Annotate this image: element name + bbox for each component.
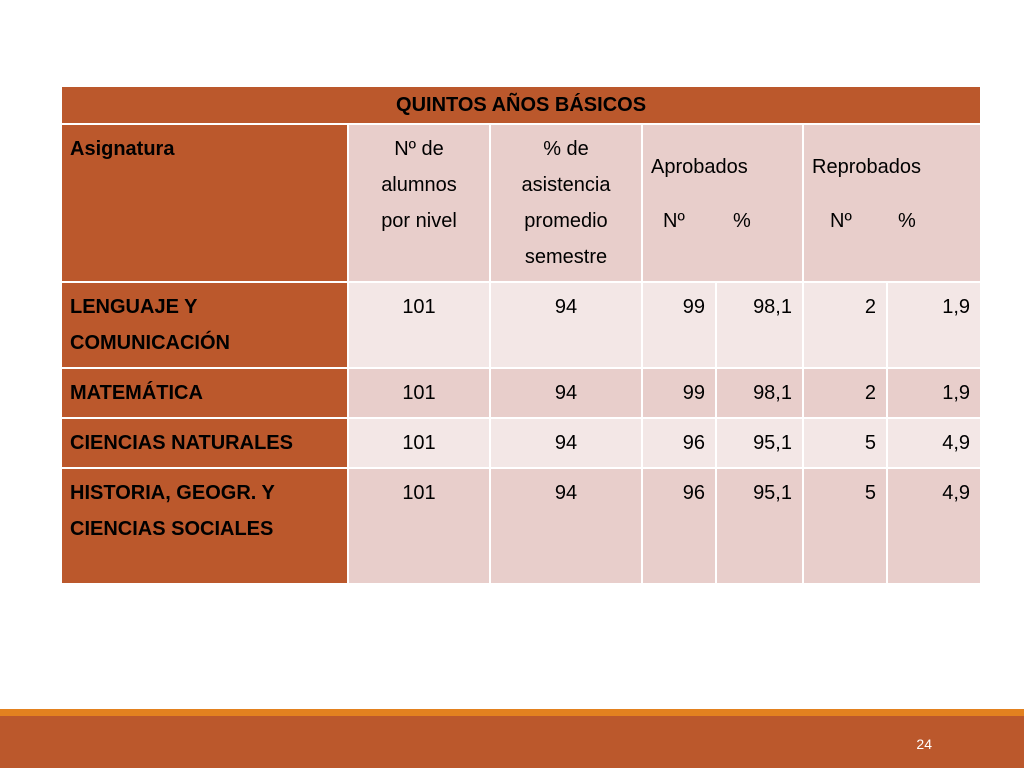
cell-approved-n: 99 [642,282,716,368]
row-subject [61,468,348,584]
footer-bar [0,716,1024,768]
cell-failed-n: 5 [803,468,887,584]
header-attendance-line: asistencia [521,174,611,196]
cell-students: 101 [348,418,490,468]
row-subject: CIENCIAS NATURALES [61,418,348,468]
header-subject: Asignatura [61,124,348,282]
cell-failed-pct: 4,9 [887,418,981,468]
header-failed [803,124,981,282]
cell-approved-pct: 98,1 [716,368,803,418]
cell-failed-n: 2 [803,368,887,418]
header-students-line: alumnos [381,174,457,196]
header-attendance [490,124,642,282]
row-subject-line: HISTORIA, GEOGR. Y [70,482,275,504]
cell-attendance: 94 [490,418,642,468]
cell-attendance: 94 [490,368,642,418]
row-subject: MATEMÁTICA [61,368,348,418]
header-attendance-line: promedio [524,210,608,232]
cell-students: 101 [348,368,490,418]
cell-failed-n: 5 [803,418,887,468]
header-approved [642,124,803,282]
row-subject-line: COMUNICACIÓN [70,332,230,354]
table-row [61,368,981,418]
header-students-line: Nº de [394,138,444,160]
cell-approved-pct: 95,1 [716,468,803,584]
cell-approved-n: 99 [642,368,716,418]
cell-approved-pct: 95,1 [716,418,803,468]
cell-students: 101 [348,468,490,584]
header-failed-label: Reprobados [812,156,921,178]
header-approved-label: Aprobados [651,156,748,178]
header-approved-pct: % [733,210,751,232]
cell-failed-n: 2 [803,282,887,368]
header-approved-n: Nº [663,210,685,232]
header-attendance-line: % de [543,138,589,160]
header-failed-pct: % [898,210,916,232]
cell-approved-n: 96 [642,468,716,584]
row-subject [61,282,348,368]
cell-students: 101 [348,282,490,368]
header-failed-n: Nº [830,210,852,232]
cell-attendance: 94 [490,468,642,584]
page-number: 24 [916,736,932,752]
cell-approved-pct: 98,1 [716,282,803,368]
row-subject-line: LENGUAJE Y [70,296,198,318]
cell-failed-pct: 1,9 [887,282,981,368]
table-title: QUINTOS AÑOS BÁSICOS [61,86,981,124]
cell-failed-pct: 4,9 [887,468,981,584]
cell-failed-pct: 1,9 [887,368,981,418]
header-attendance-line: semestre [524,246,608,268]
header-students-line: por nivel [381,210,457,232]
row-subject-line: CIENCIAS SOCIALES [70,518,274,540]
results-table [60,85,982,585]
table-row [61,468,981,584]
header-students [348,124,490,282]
table-row [61,418,981,468]
cell-approved-n: 96 [642,418,716,468]
cell-attendance: 94 [490,282,642,368]
footer-accent-line [0,709,1024,716]
table-row [61,282,981,368]
